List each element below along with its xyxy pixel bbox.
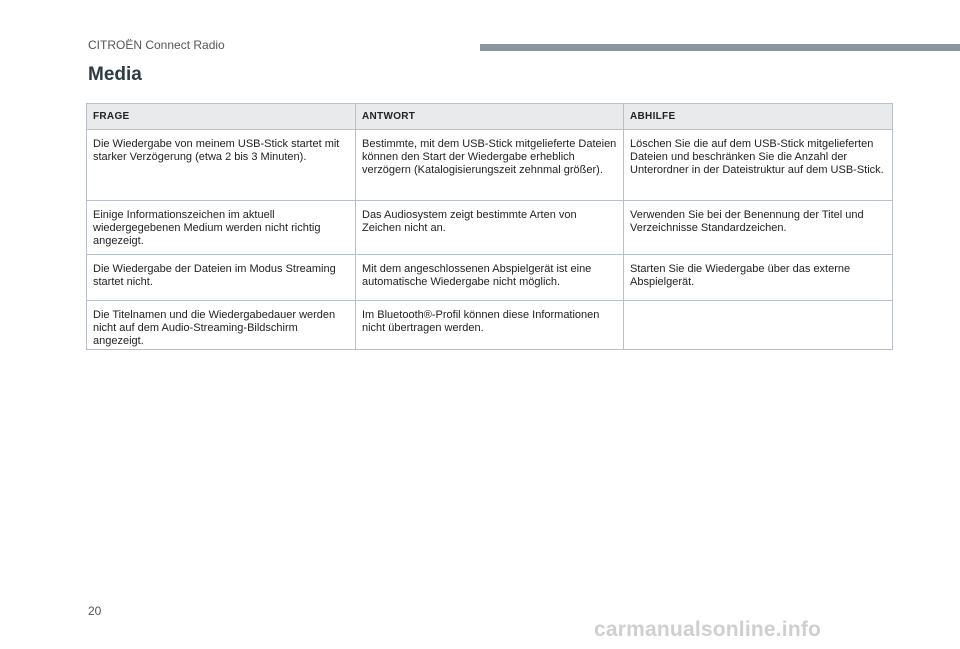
faq-table [86,103,893,350]
cell-abhilfe: Löschen Sie die auf dem USB-Stick mitgelieferten Dateien und beschränken Sie die Anzahl der Unterordner in der Dateistruktur auf dem USB-Stick. [624,130,893,201]
column-header-antwort: ANTWORT [356,104,624,130]
cell-antwort: Bestimmte, mit dem USB-Stick mitgelieferte Dateien können den Start der Wiedergabe erheblich verzögern (Katalogisierungszeit zehnmal größer). [356,130,624,201]
cell-abhilfe [624,301,893,350]
column-header-abhilfe: ABHILFE [624,104,893,130]
cell-antwort: Im Bluetooth®-Profil können diese Informationen nicht übertragen werden. [356,301,624,350]
cell-frage: Die Wiedergabe von meinem USB-Stick startet mit starker Verzögerung (etwa 2 bis 3 Minuten). [87,130,356,201]
column-header-frage: FRAGE [87,104,356,130]
cell-frage: Einige Informationszeichen im aktuell wiedergegebenen Medium werden nicht richtig angezeigt. [87,201,356,255]
table-row [87,130,893,201]
page-number: 20 [88,604,102,618]
header-rule [480,44,960,51]
table-row [87,301,893,350]
cell-antwort: Das Audiosystem zeigt bestimmte Arten von Zeichen nicht an. [356,201,624,255]
running-head: CITROËN Connect Radio [88,38,225,52]
cell-abhilfe: Starten Sie die Wiedergabe über das externe Abspielgerät. [624,255,893,301]
cell-frage: Die Wiedergabe der Dateien im Modus Streaming startet nicht. [87,255,356,301]
cell-abhilfe: Verwenden Sie bei der Benennung der Titel und Verzeichnisse Standardzeichen. [624,201,893,255]
table-row [87,255,893,301]
table-row [87,201,893,255]
table-header-row [87,104,893,130]
watermark-text: carmanualsonline.info [594,618,822,641]
page-title: Media [88,64,142,85]
cell-frage: Die Titelnamen und die Wiedergabedauer werden nicht auf dem Audio-Streaming-Bildschirm angezeigt. [87,301,356,350]
cell-antwort: Mit dem angeschlossenen Abspielgerät ist eine automatische Wiedergabe nicht möglich. [356,255,624,301]
